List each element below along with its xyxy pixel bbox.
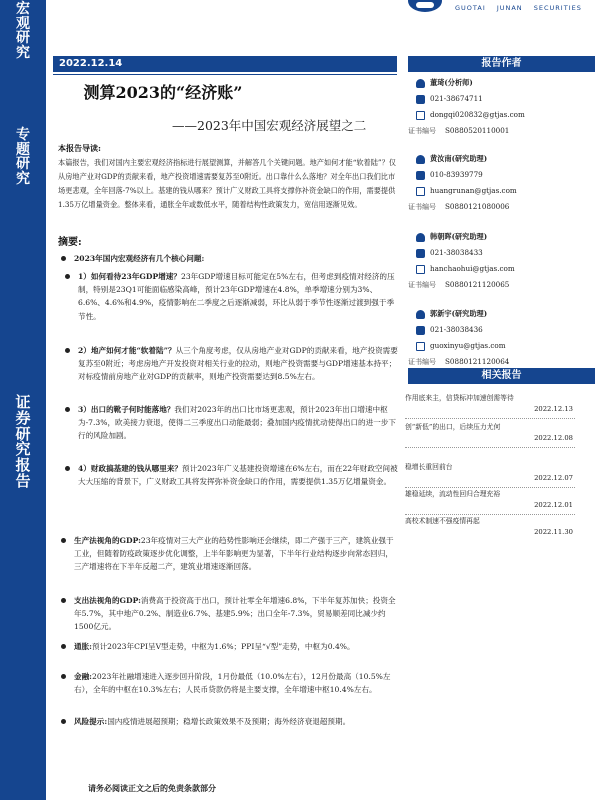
summary-item-text: 2023年社融增速进入逐步回升阶段，1月份最低（10.0%左右），12月份最高（10.5%左右），全年的中枢在10.3%左右；人民币贷款仍将是主要支撑，全年增速中枢10.4%左右。 <box>74 672 391 695</box>
bullet-icon <box>65 274 70 279</box>
cert-label: 证书编号 <box>408 358 436 366</box>
author-name: 董琦(分析师) <box>430 78 473 87</box>
summary-item-title: 2）地产如何才能“软着陆”？ <box>78 346 176 355</box>
side-label-char: 券 <box>15 408 31 427</box>
person-icon <box>416 233 425 242</box>
side-label-char: 研 <box>16 156 30 173</box>
side-label-report <box>0 395 46 490</box>
summary-item-title: 支出法视角的GDP: <box>74 596 141 605</box>
summary-item <box>58 462 398 488</box>
intro-text: 本篇报告，我们对国内主要宏观经济指标进行展望测算，并解答几个关键问题。地产如何才能“软着陆”？仅从房地产业对GDP的贡献来看，地产投资增速需要复苏至0附近。出口靠什么么落地？对全年出口我们比市场更悲观，全年回落-7%以上。基建的钱从哪来？预计广义财政工具将支撑你补资金缺口的作用，需要提供1.35万亿增量资金。整体来看，通胀全年或数低水平，随着结构性政策发力，宽信用逐渐见效。 <box>58 158 396 209</box>
phone-icon <box>416 171 425 180</box>
side-label-char: 题 <box>16 141 30 158</box>
company-logo <box>400 0 600 16</box>
summary-item-title: 风险提示: <box>74 717 108 726</box>
related-report-date: 2022.12.01 <box>534 501 573 509</box>
author-name: 郭新宇(研究助理) <box>430 309 488 318</box>
side-label-middle <box>0 128 46 187</box>
author-name: 韩朝晖(研究助理) <box>430 232 488 241</box>
side-label-char: 宏 <box>16 1 30 17</box>
email-icon <box>416 265 425 274</box>
related-divider <box>405 418 575 419</box>
disclaimer-note: 请务必阅读正文之后的免责条款部分 <box>88 783 216 793</box>
summary-item-title: 2023年国内宏观经济有几个核心问题: <box>74 254 205 263</box>
cert-label: 证书编号 <box>408 203 436 211</box>
summary-item-title: 4）财政搞基建的钱从哪里来？ <box>78 464 183 473</box>
bullet-icon <box>65 407 70 412</box>
summary-item-text: 23年疫情对三大产业的趋势性影响还会继续，即二产强于三产，建筑业强于工业，但随着防疫政策逐步优化调整，上半年影响更为显著，下半年行业结构逐步向常态回归，三产增速将在下半年反超二产，建筑业增速逐渐回落。 <box>74 536 394 572</box>
related-panel-heading: 相关报告 <box>408 368 595 384</box>
side-label-char: 观 <box>16 15 30 32</box>
summary-item <box>58 403 398 443</box>
side-label-type <box>0 128 46 187</box>
related-report-title[interactable]: 雄稳延续，流动性回归合理充裕 <box>405 490 501 498</box>
author-cert: S0880121080006 <box>445 202 510 211</box>
person-icon <box>416 155 425 164</box>
related-report-date: 2022.12.07 <box>534 474 573 482</box>
side-label-char: 告 <box>15 471 31 490</box>
summary-item-text: 预计2023年CPI呈V型走势，中枢为1.6%；PPI呈“√型”走势，中枢为0.4%。 <box>92 642 355 651</box>
side-label-top <box>0 2 46 61</box>
related-report-date: 2022.12.08 <box>534 434 573 442</box>
side-label-char: 究 <box>15 440 31 459</box>
summary-item <box>58 534 398 574</box>
bullet-icon <box>61 538 66 543</box>
bullet-icon <box>61 598 66 603</box>
cert-label: 证书编号 <box>408 281 436 289</box>
summary-item <box>58 344 398 384</box>
report-title: 测算2023的“经济账” <box>83 83 243 102</box>
side-label-char: 究 <box>16 45 30 62</box>
report-date: 2022.12.14 <box>59 58 123 69</box>
logo-word: SECURITIES <box>533 4 582 12</box>
summary-item-text: 23年GDP增速目标可能定在5%左右，但考虑到疫情对经济的压制，特别是23Q1可能面临感染高峰，预计23年GDP增速在4.8%，单季增速分别为3%、6.6%、4.6%和4.9%，疫情影响在二季度之后逐渐减弱，环比从弱于季节性逐渐过渡到强于季节性。 <box>78 272 395 321</box>
author-email[interactable]: guoxinyu@gtjas.com <box>430 341 506 350</box>
bullet-icon <box>61 644 66 649</box>
related-report-title[interactable]: 稳增长重回前台 <box>405 463 453 471</box>
bullet-icon <box>61 256 66 261</box>
side-label-bottom <box>0 395 46 490</box>
summary-item-text: 预计2023年广义基建投资增速在6%左右，而在22年财政空间被大大压缩的背景下，广义财政工具将发挥弥补资金缺口的作用，需要提供1.35万亿增量资金。 <box>78 464 398 487</box>
summary-item-title: 1）如何看待23年GDP增速？ <box>78 272 181 281</box>
logo-text <box>455 4 590 12</box>
side-label-char: 研 <box>16 30 30 47</box>
author-phone: 021-38674711 <box>430 94 483 103</box>
logo-word: GUOTAI <box>455 4 486 12</box>
author-cert: S0880121120064 <box>445 357 510 366</box>
summary-item <box>58 594 398 634</box>
logo-mark-icon <box>408 0 442 12</box>
summary-item-text: 我们对2023年的出口比市场更悲观，预计2023年出口增速中枢为-7.3%，欧美接力衰退，使得二三季度出口动能最弱；叠加国内疫情扰动使得出口的进一步下行的风险加剧。 <box>78 405 397 441</box>
person-icon <box>416 310 425 319</box>
email-icon <box>416 342 425 351</box>
intro-heading: 本报告导读: <box>58 143 101 153</box>
summary-item <box>58 270 398 323</box>
phone-icon <box>416 326 425 335</box>
side-label-char: 研 <box>15 424 31 443</box>
summary-item <box>58 252 398 265</box>
related-report-date: 2022.11.30 <box>534 528 573 536</box>
bullet-icon <box>61 674 66 679</box>
author-phone: 010-83939779 <box>430 170 483 179</box>
report-subtitle: ——2023年中国宏观经济展望之二 <box>172 118 367 133</box>
summary-item <box>58 715 398 728</box>
related-divider <box>405 447 575 448</box>
side-label-char: 究 <box>16 171 30 188</box>
email-icon <box>416 187 425 196</box>
author-email[interactable]: huangrunan@gtjas.com <box>430 186 517 195</box>
summary-item-title: 生产法视角的GDP: <box>74 536 141 545</box>
header-divider <box>53 74 397 75</box>
author-phone: 021-38038436 <box>430 325 483 334</box>
summary-item-text: 从三个角度考虑，仅从房地产业对GDP的贡献来看，地产投资需要复苏至0附近；考虑房地产开发投资对相关行业的拉动，则地产投资需要与GDP增速基本持平；对标疫情前房地产业对GDP的贡献率，则地产投资需要达到8.5%左右。 <box>78 346 398 382</box>
summary-item <box>58 670 398 696</box>
phone-icon <box>416 95 425 104</box>
summary-heading: 摘要: <box>58 237 82 248</box>
author-email[interactable]: dongqi020832@gtjas.com <box>430 110 525 119</box>
phone-icon <box>416 249 425 258</box>
person-icon <box>416 79 425 88</box>
report-date-bar <box>53 56 397 72</box>
summary-item-title: 通胀: <box>74 642 92 651</box>
author-cert: S0880121120065 <box>445 280 510 289</box>
summary-item-text: 国内疫情进展超预期；稳增长政策效果不及预期；海外经济衰退超预期。 <box>107 717 351 726</box>
author-name: 黄汝南(研究助理) <box>430 154 488 163</box>
email-icon <box>416 111 425 120</box>
related-report-title[interactable]: 高校术制速不强疫情再起 <box>405 517 480 525</box>
side-label-char: 证 <box>15 393 31 411</box>
logo-word: JUNAN <box>496 4 523 12</box>
bullet-icon <box>65 348 70 353</box>
related-report-date: 2022.12.13 <box>534 405 573 413</box>
side-label-char: 专 <box>16 127 30 143</box>
author-email[interactable]: hanchaohui@gtjas.com <box>430 264 515 273</box>
summary-item-title: 3）出口的靴子何时能落地？ <box>78 405 175 414</box>
related-report-title[interactable]: 作用底来主，信贷标冲加速创需等待 <box>405 394 514 402</box>
side-label-char: 报 <box>15 456 31 474</box>
author-phone: 021-38038433 <box>430 248 483 257</box>
bullet-icon <box>61 719 66 724</box>
author-cert: S0880520110001 <box>445 126 510 135</box>
cert-label: 证书编号 <box>408 127 436 135</box>
side-label-category <box>0 2 46 61</box>
authors-panel-heading: 报告作者 <box>408 56 595 72</box>
related-report-title[interactable]: 创“新低”的出口，后续压力尤何 <box>405 423 501 431</box>
summary-item-text: 消费高于投资高于出口，预计社零全年增速6.8%，下半年复苏加快；投资全年5.7%，其中地产0.2%、制造业6.7%、基建5.9%；出口全年-7.3%，贸易顺差同比减少约1500亿元。 <box>74 596 396 632</box>
bullet-icon <box>65 466 70 471</box>
summary-item <box>58 640 398 653</box>
summary-item-title: 金融: <box>74 672 92 681</box>
